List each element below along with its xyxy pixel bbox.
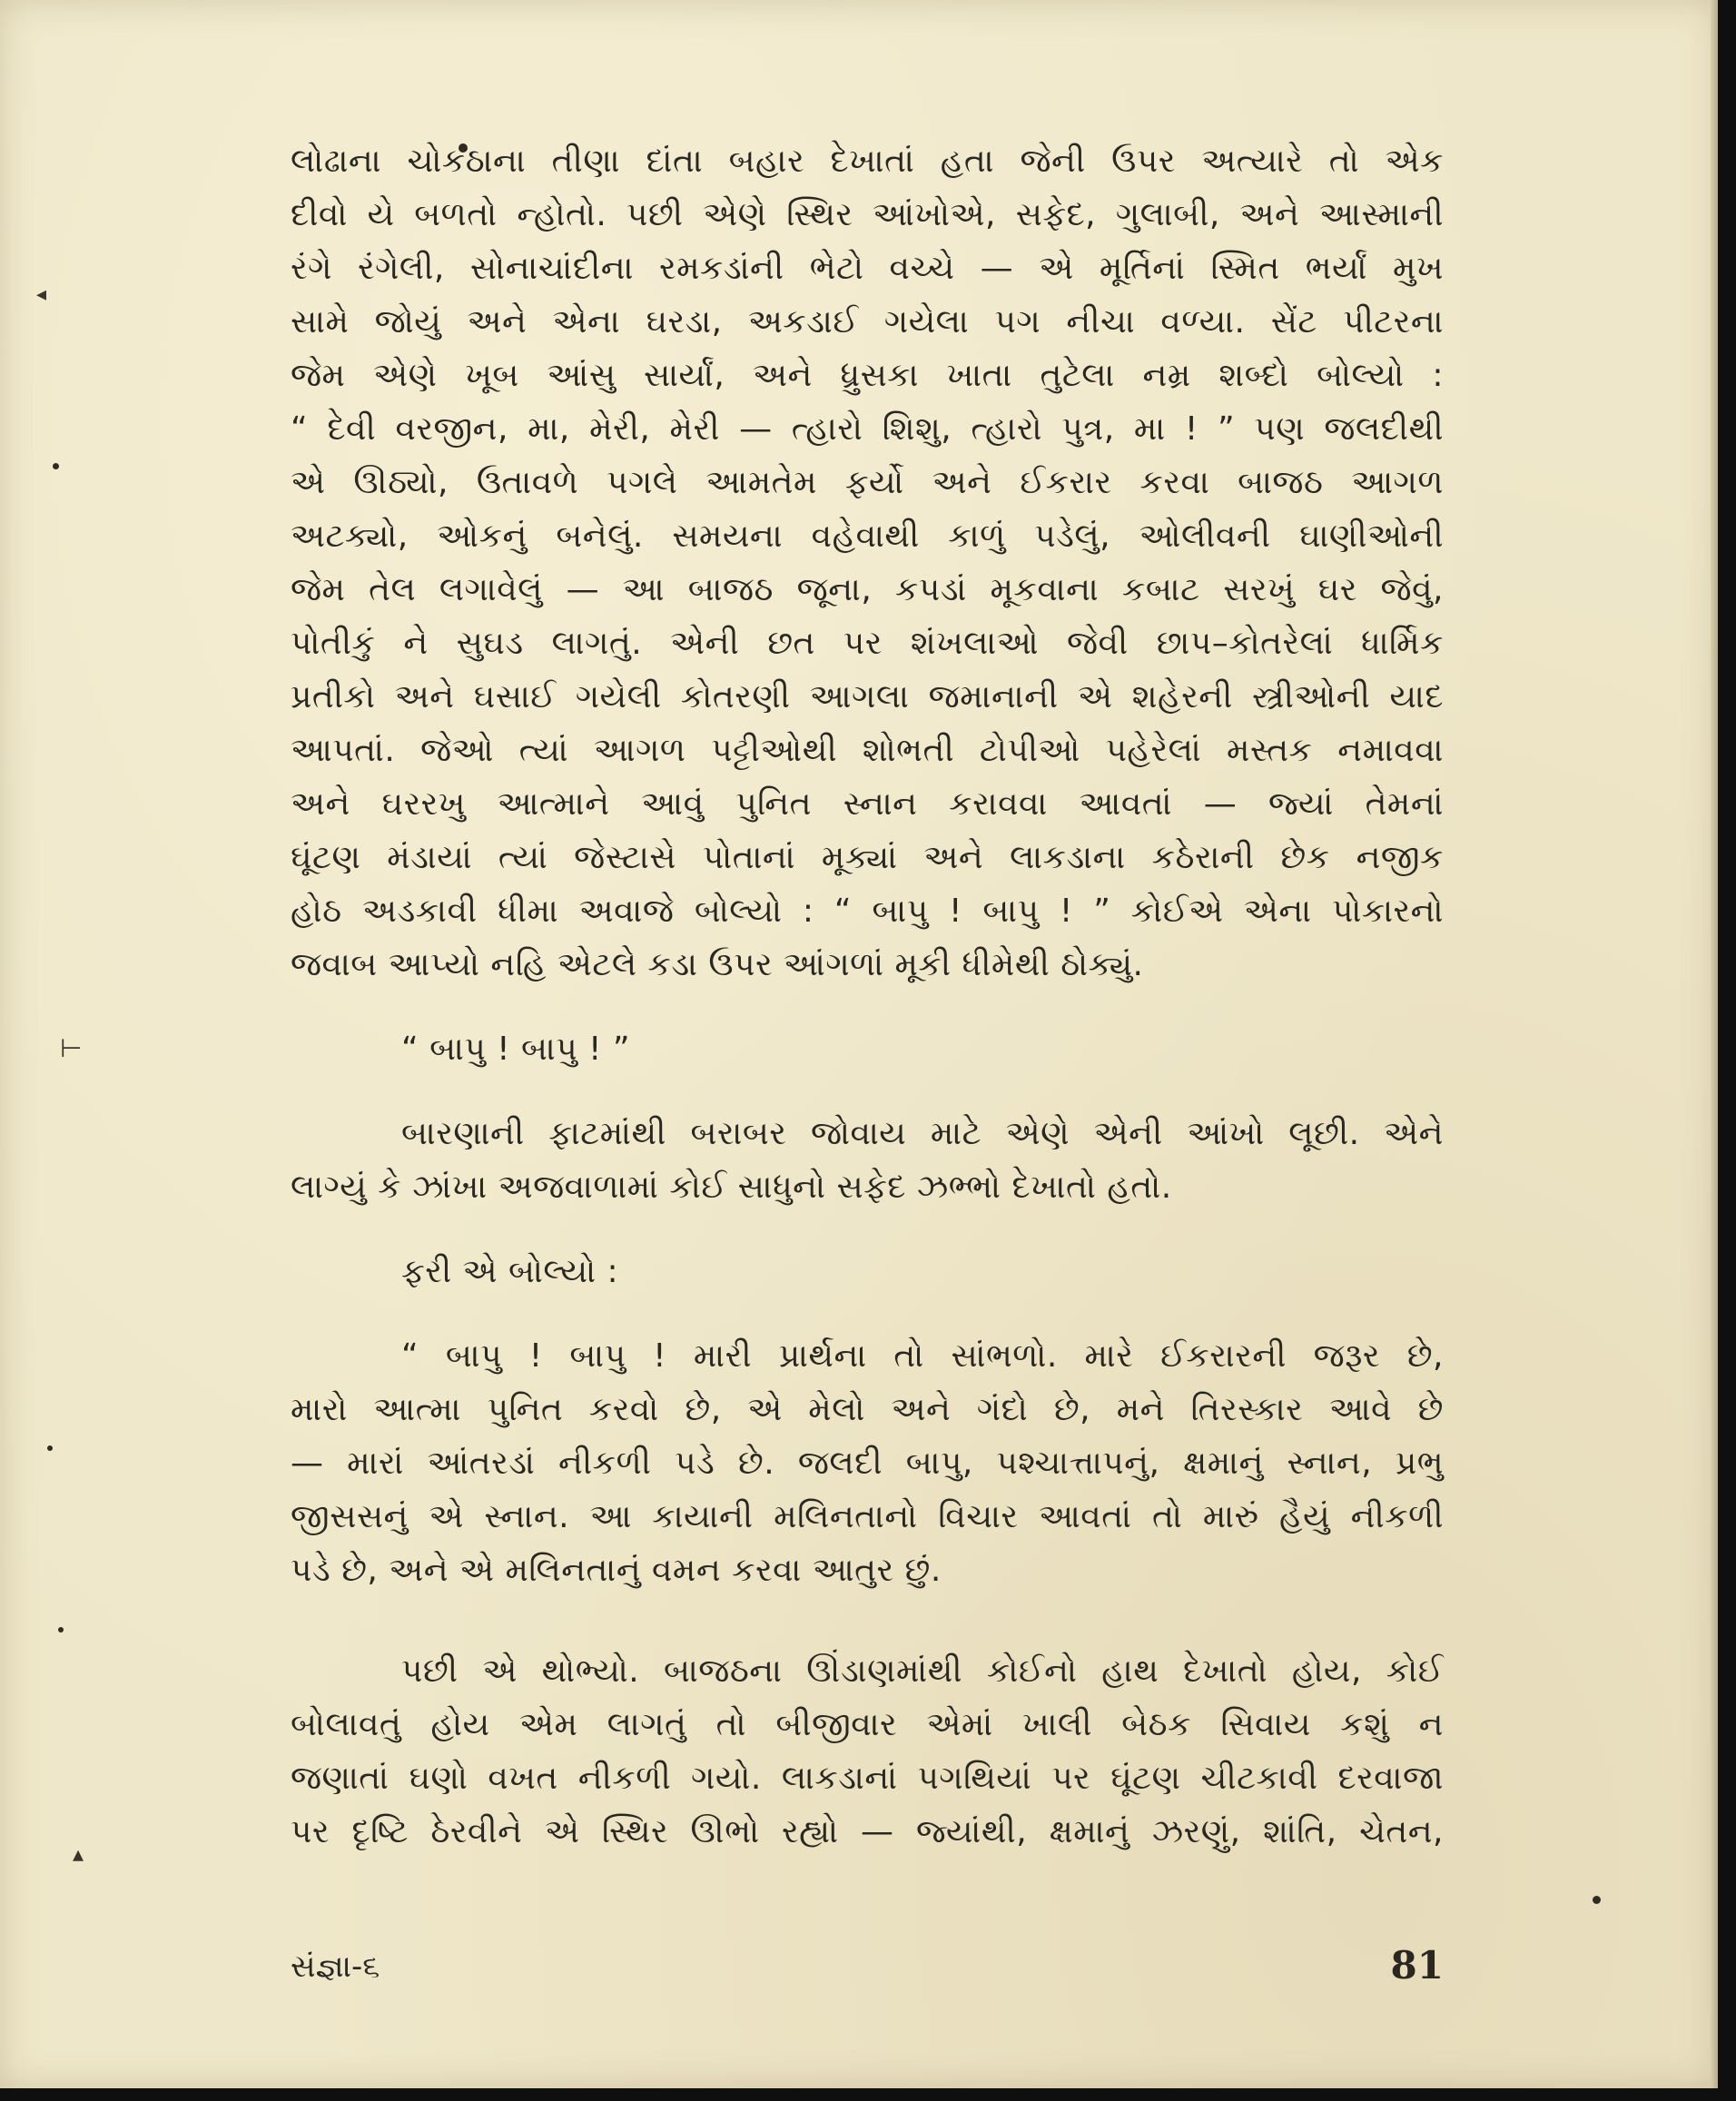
page-footer (291, 1943, 1444, 1988)
text-line: ઘૂંટણ મંડાયાં ત્યાં જેસ્ટાસે પોતાનાં મૂક્યાં અને લાકડાના કઠેરાની છેક નજીક (291, 839, 1444, 876)
paragraph (291, 1329, 1444, 1597)
text-line: અને ઘરરખુ આત્માને આવું પુનિત સ્નાન કરાવવા આવતાં — જ્યાં તેમનાં (291, 785, 1444, 823)
text-line: પર દૃષ્ટિ ઠેરવીને એ સ્થિર ઊભો રહ્યો — જ્યાંથી, ક્ષમાનું ઝરણું, શાંતિ, ચેતન, (291, 1813, 1444, 1850)
paragraph (291, 1107, 1444, 1214)
paragraph (291, 134, 1444, 991)
paragraph (291, 1245, 1444, 1298)
text-line: અટક્યો, ઓકનું બનેલું. સમયના વહેવાથી કાળું પડેલું, ઓલીવની ઘાણીઓની (291, 518, 1444, 555)
text-line: જેમ તેલ લગાવેલું — આ બાજઠ જૂના, કપડાં મૂકવાના કબાટ સરખું ઘર જેવું, (291, 571, 1444, 608)
text-line: એ ઊઠ્યો, ઉતાવળે પગલે આમતેમ ફર્યો અને ઈકરાર કરવા બાજઠ આગળ (291, 464, 1444, 501)
margin-arrow-mark: ◂ (36, 283, 47, 306)
margin-tick-mark: ⊢ (60, 1033, 83, 1063)
margin-dot-mark (58, 1627, 64, 1632)
text-line: “ બાપુ ! બાપુ ! મારી પ્રાર્થના તો સાંભળો. મારે ઈકરારની જરૂર છે, (401, 1337, 1444, 1375)
text-line: “ બાપુ ! બાપુ ! ” (401, 1031, 631, 1068)
text-line: પ્રતીકો અને ઘસાઈ ગયેલી કોતરણી આગલા જમાનાની એ શહેરની સ્ત્રીઓની યાદ (291, 678, 1444, 715)
text-line: હોઠ અડકાવી ધીમા અવાજે બોલ્યો : “ બાપુ ! બાપુ ! ” કોઈએ એના પોકારનો (291, 893, 1444, 930)
text-line: રંગે રંગેલી, સોનાચાંદીના રમકડાંની ભેટો વચ્ચે — એ મૂર્તિનાં સ્મિત ભર્યાં મુખ (291, 250, 1444, 287)
margin-dot-mark (53, 463, 59, 469)
text-line: લાગ્યું કે ઝાંખા અજવાળામાં કોઈ સાધુનો સફેદ ઝભ્ભો દેખાતો હતો. (291, 1169, 1172, 1206)
paragraph (291, 1022, 1444, 1076)
text-line: સામે જોયું અને એના ઘરડા, અકડાઈ ગયેલા પગ નીચા વળ્યા. સેંટ પીટરના (291, 303, 1444, 340)
text-line: બોલાવતું હોય એમ લાગતું તો બીજીવાર એમાં ખાલી બેઠક સિવાય કશું ન (291, 1706, 1444, 1743)
text-line: જણાતાં ઘણો વખત નીકળી ગયો. લાકડાનાં પગથિયાં પર ઘૂંટણ ચીટકાવી દરવાજા (291, 1760, 1444, 1797)
text-line: પોતીકું ને સુઘડ લાગતું. એની છત પર શંખલાઓ જેવી છાપ–કોતરેલાં ધાર્મિક (291, 625, 1444, 662)
text-line: જવાબ આપ્યો નહિ એટલે કડા ઉપર આંગળાં મૂકી ધીમેથી ઠોક્યું. (291, 946, 1144, 983)
text-line: બારણાની ફાટમાંથી બરાબર જોવાય માટે એણે એની આંખો લૂછી. એને (401, 1115, 1444, 1152)
margin-dot-mark (47, 1445, 53, 1451)
text-line: આપતાં. જેઓ ત્યાં આગળ પટ્ટીઓથી શોભતી ટોપીઓ પહેરેલાં મસ્તક નમાવવા (291, 732, 1444, 769)
margin-arrow-mark: ▴ (73, 1841, 84, 1867)
page-edge (1711, 0, 1718, 2088)
paragraph (291, 1644, 1444, 1859)
body-text (291, 134, 1444, 1859)
text-line: જીસસનું એ સ્નાન. આ કાયાની મલિનતાનો વિચાર આવતાં તો મારું હૈયું નીકળી (291, 1498, 1444, 1535)
text-line: — મારાં આંતરડાં નીકળી પડે છે. જલદી બાપુ, પશ્ચાત્તાપનું, ક્ષમાનું સ્નાન, પ્રભુ (291, 1445, 1444, 1482)
text-line: દીવો યે બળતો ન્હોતો. પછી એણે સ્થિર આંખોએ, સફેદ, ગુલાબી, અને આસ્માની (291, 196, 1444, 233)
page-number: 81 (1390, 1943, 1444, 1988)
text-line: “ દેવી વરજીન, મા, મેરી, મેરી — ત્હારો શિશુ, ત્હારો પુત્ર, મા ! ” પણ જલદીથી (291, 410, 1444, 448)
text-line: લોઢાના ચોકઠાના તીણા દાંતા બહાર દેખાતાં હતા જેની ઉપર અત્યારે તો એક (291, 143, 1444, 180)
text-line: મારો આત્મા પુનિત કરવો છે, એ મેલો અને ગંદો છે, મને તિરસ્કાર આવે છે (291, 1391, 1444, 1428)
margin-dot-mark (1593, 1896, 1601, 1904)
signature-mark: સંજ્ઞા-૬ (291, 1948, 380, 1985)
text-line: જેમ એણે ખૂબ આંસુ સાર્યાં, અને ધ્રુસકા ખાતા તુટેલા નમ્ર શબ્દો બોલ્યો : (291, 357, 1444, 394)
text-line: ફરી એ બોલ્યો : (401, 1253, 619, 1290)
text-line: પડે છે, અને એ મલિનતાનું વમન કરવા આતુર છું. (291, 1552, 942, 1589)
text-line: પછી એ થોભ્યો. બાજઠના ઊંડાણમાંથી કોઈનો હાથ દેખાતો હોય, કોઈ (401, 1652, 1444, 1690)
